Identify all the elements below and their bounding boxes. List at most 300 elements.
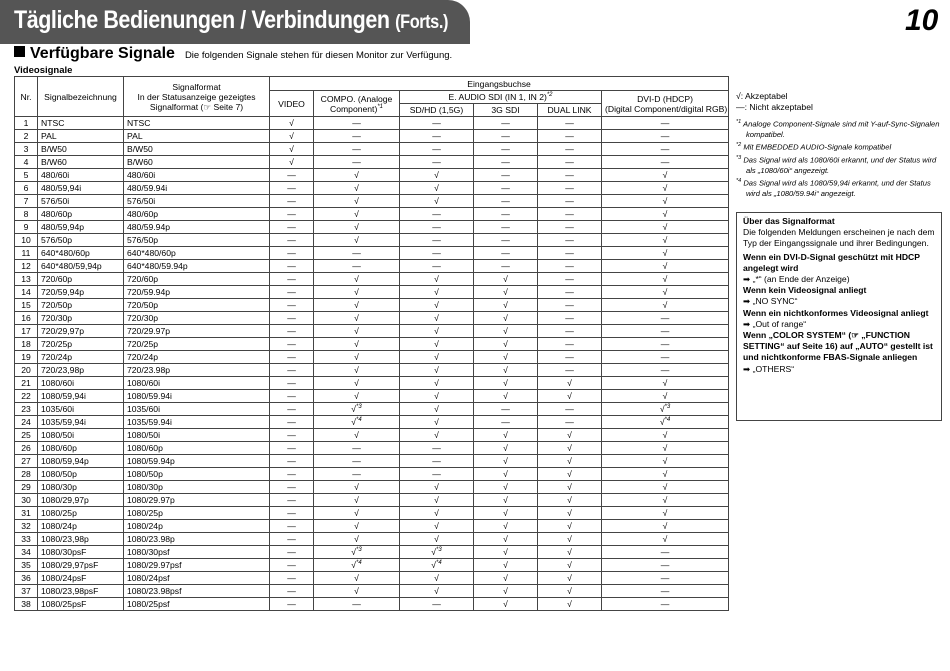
cell-signal-name: 1080/29,97p: [38, 494, 124, 507]
cell-dvi: √: [602, 390, 729, 403]
cell-sdhd: √: [400, 273, 474, 286]
cell-dvi: —: [602, 312, 729, 325]
cell-sdhd: √: [400, 364, 474, 377]
cell-signal-name: 720/23,98p: [38, 364, 124, 377]
cell-3g-sdi: —: [474, 130, 538, 143]
cell-3g-sdi: √: [474, 338, 538, 351]
header-dual-link: DUAL LINK: [538, 104, 602, 117]
infobox-case-result: ➡ „Out of range“: [743, 318, 807, 329]
table-row: [15, 507, 729, 520]
cell-signal-format: NTSC: [124, 117, 270, 130]
cell-signal-name: 720/29,97p: [38, 325, 124, 338]
table-row: [15, 299, 729, 312]
cell-compo: √: [314, 429, 400, 442]
cell-compo: √: [314, 494, 400, 507]
cell-compo: √: [314, 520, 400, 533]
cell-signal-format: B/W60: [124, 156, 270, 169]
table-row: [15, 442, 729, 455]
title-main: Tägliche Bedienungen / Verbindungen: [14, 6, 390, 34]
cell-signal-name: 480/59,94p: [38, 221, 124, 234]
table-row: [15, 390, 729, 403]
cell-signal-name: 720/25p: [38, 338, 124, 351]
cell-signal-name: 1080/59,94p: [38, 455, 124, 468]
cell-signal-name: 480/59,94i: [38, 182, 124, 195]
cell-signal-format: 1035/59.94i: [124, 416, 270, 429]
cell-dual-link: —: [538, 247, 602, 260]
cell-nr: 28: [15, 468, 38, 481]
cell-signal-format: 640*480/60p: [124, 247, 270, 260]
cell-3g-sdi: —: [474, 416, 538, 429]
cell-signal-name: 1080/60p: [38, 442, 124, 455]
cell-video: —: [270, 325, 314, 338]
cell-dual-link: —: [538, 117, 602, 130]
cell-compo: √: [314, 182, 400, 195]
cell-dvi: √: [602, 273, 729, 286]
cell-dvi: √: [602, 286, 729, 299]
cell-compo: √: [314, 507, 400, 520]
cell-signal-name: 720/60p: [38, 273, 124, 286]
cell-sdhd: √$^{*3}$: [400, 546, 474, 559]
cell-sdhd: —: [400, 260, 474, 273]
footnote-mark: *4: [664, 417, 671, 424]
cell-dvi: —: [602, 338, 729, 351]
cell-sdhd: —: [400, 208, 474, 221]
cell-dvi: —: [602, 117, 729, 130]
cell-compo: —: [314, 260, 400, 273]
cell-signal-format: 720/60p: [124, 273, 270, 286]
cell-dual-link: √: [538, 559, 602, 572]
cell-signal-format: 720/24p: [124, 351, 270, 364]
cell-3g-sdi: √: [474, 429, 538, 442]
header-compo-line: COMPO. (Analoge: [320, 93, 393, 104]
footnote-mark: *4: [356, 417, 362, 424]
cell-dual-link: —: [538, 416, 602, 429]
header-format-line: Signalformat (☞ Seite 7): [149, 101, 244, 112]
cell-nr: 35: [15, 559, 38, 572]
cell-3g-sdi: √: [474, 273, 538, 286]
cell-video: —: [270, 299, 314, 312]
cell-3g-sdi: √: [474, 585, 538, 598]
table-row: [15, 403, 729, 416]
cell-signal-name: 1035/60i: [38, 403, 124, 416]
table-row: [15, 377, 729, 390]
cell-video: —: [270, 364, 314, 377]
table-row: [15, 468, 729, 481]
cell-3g-sdi: —: [474, 182, 538, 195]
cell-compo: √: [314, 312, 400, 325]
cell-compo: √: [314, 481, 400, 494]
cell-nr: 8: [15, 208, 38, 221]
cell-nr: 21: [15, 377, 38, 390]
table-row: [15, 585, 729, 598]
cell-dual-link: —: [538, 286, 602, 299]
cell-dvi: —: [602, 572, 729, 585]
cell-compo: √: [314, 299, 400, 312]
cell-sdhd: √: [400, 182, 474, 195]
cell-dvi: —: [602, 364, 729, 377]
cell-dvi: —: [602, 546, 729, 559]
cell-signal-name: 576/50p: [38, 234, 124, 247]
cell-3g-sdi: √: [474, 325, 538, 338]
table-row: [15, 130, 729, 143]
cell-signal-name: 1080/50i: [38, 429, 124, 442]
cell-dual-link: —: [538, 156, 602, 169]
cell-3g-sdi: —: [474, 260, 538, 273]
cell-nr: 22: [15, 390, 38, 403]
cell-dual-link: √: [538, 455, 602, 468]
cell-video: —: [270, 572, 314, 585]
signal-format-info-box: [736, 212, 942, 421]
cell-3g-sdi: —: [474, 156, 538, 169]
cell-dual-link: √: [538, 585, 602, 598]
cell-3g-sdi: —: [474, 208, 538, 221]
cell-dual-link: √: [538, 481, 602, 494]
cell-nr: 11: [15, 247, 38, 260]
cell-nr: 25: [15, 429, 38, 442]
cell-video: —: [270, 429, 314, 442]
cell-video: —: [270, 312, 314, 325]
cell-video: —: [270, 585, 314, 598]
footnotes: [736, 117, 941, 199]
table-row: [15, 247, 729, 260]
table-row: [15, 221, 729, 234]
cell-sdhd: √: [400, 195, 474, 208]
infobox-case-result: ➡ „NO SYNC“: [743, 296, 798, 307]
cell-3g-sdi: —: [474, 234, 538, 247]
cell-nr: 38: [15, 598, 38, 611]
cell-dual-link: —: [538, 221, 602, 234]
table-row: [15, 338, 729, 351]
cell-nr: 30: [15, 494, 38, 507]
table-row: [15, 286, 729, 299]
cell-compo: √$^{*4}$: [314, 416, 400, 429]
cell-compo: √: [314, 533, 400, 546]
cell-dual-link: √: [538, 494, 602, 507]
table-row: [15, 325, 729, 338]
header-format-line: Signalformat: [172, 81, 221, 92]
table-row: [15, 533, 729, 546]
cell-compo: √: [314, 390, 400, 403]
cell-signal-format: 1080/60i: [124, 377, 270, 390]
cell-dvi: √: [602, 455, 729, 468]
cell-video: —: [270, 221, 314, 234]
cell-dual-link: √: [538, 546, 602, 559]
cell-dvi: —: [602, 143, 729, 156]
cell-3g-sdi: √: [474, 494, 538, 507]
footnote-mark: *3: [664, 404, 671, 411]
cell-3g-sdi: √: [474, 351, 538, 364]
cell-sdhd: √: [400, 585, 474, 598]
section-heading: Verfügbare Signale: [30, 45, 175, 62]
table-row: [15, 364, 729, 377]
header-input-group: Eingangsbuchse: [270, 77, 729, 91]
table-row: [15, 234, 729, 247]
cell-nr: 1: [15, 117, 38, 130]
cell-dvi: √$^{*4}$: [602, 416, 729, 429]
table-row: [15, 260, 729, 273]
cell-nr: 19: [15, 351, 38, 364]
cell-signal-name: 1080/24psF: [38, 572, 124, 585]
cell-dvi: √: [602, 494, 729, 507]
cell-signal-name: 1080/24p: [38, 520, 124, 533]
cell-nr: 20: [15, 364, 38, 377]
cell-sdhd: √: [400, 325, 474, 338]
cell-dvi: —: [602, 598, 729, 611]
table-row: [15, 169, 729, 182]
cell-dual-link: —: [538, 364, 602, 377]
cell-signal-format: 1080/24psf: [124, 572, 270, 585]
header-signal-name: Signalbezeichnung: [38, 77, 124, 117]
cell-sdhd: √: [400, 494, 474, 507]
table-row: [15, 182, 729, 195]
cell-nr: 10: [15, 234, 38, 247]
cell-signal-format: 640*480/59.94p: [124, 260, 270, 273]
title-bar: [0, 0, 470, 44]
cell-video: —: [270, 416, 314, 429]
cell-video: —: [270, 273, 314, 286]
cell-video: —: [270, 195, 314, 208]
legend-not-accept: —: Nicht akzeptabel: [736, 102, 813, 112]
cell-video: —: [270, 260, 314, 273]
table-row: [15, 143, 729, 156]
cell-dvi: √: [602, 182, 729, 195]
cell-video: —: [270, 598, 314, 611]
cell-nr: 33: [15, 533, 38, 546]
cell-3g-sdi: —: [474, 403, 538, 416]
cell-dual-link: —: [538, 143, 602, 156]
header-dvi-line: DVI-D (HDCP): [637, 93, 693, 104]
cell-compo: —: [314, 247, 400, 260]
cell-video: —: [270, 442, 314, 455]
cell-nr: 37: [15, 585, 38, 598]
cell-3g-sdi: —: [474, 221, 538, 234]
cell-sdhd: √: [400, 481, 474, 494]
cell-compo: —: [314, 156, 400, 169]
table-row: [15, 429, 729, 442]
cell-sdhd: √: [400, 533, 474, 546]
cell-sdhd: √: [400, 390, 474, 403]
cell-compo: —: [314, 455, 400, 468]
legend: [736, 91, 813, 113]
cell-compo: √: [314, 351, 400, 364]
cell-signal-format: 1080/29.97p: [124, 494, 270, 507]
infobox-case-result: ➡ „*“ (an Ende der Anzeige): [743, 274, 850, 285]
cell-compo: √$^{*4}$: [314, 559, 400, 572]
cell-sdhd: √: [400, 403, 474, 416]
title-suffix: (Forts.): [395, 12, 448, 33]
cell-signal-name: 576/50i: [38, 195, 124, 208]
cell-sdhd: —: [400, 442, 474, 455]
cell-video: —: [270, 481, 314, 494]
cell-dual-link: √: [538, 377, 602, 390]
cell-dvi: √: [602, 260, 729, 273]
cell-dual-link: √: [538, 442, 602, 455]
cell-compo: —: [314, 468, 400, 481]
cell-3g-sdi: —: [474, 247, 538, 260]
cell-video: —: [270, 338, 314, 351]
cell-nr: 13: [15, 273, 38, 286]
cell-dual-link: √: [538, 520, 602, 533]
cell-signal-format: 1080/23.98p: [124, 533, 270, 546]
cell-signal-format: 720/29.97p: [124, 325, 270, 338]
cell-signal-name: 1080/30psF: [38, 546, 124, 559]
cell-signal-name: 640*480/59,94p: [38, 260, 124, 273]
header-sdi-label: E. AUDIO SDI (IN 1, IN 2): [448, 92, 547, 102]
cell-dvi: √: [602, 377, 729, 390]
cell-signal-format: 720/23.98p: [124, 364, 270, 377]
cell-signal-format: 720/59.94p: [124, 286, 270, 299]
cell-dual-link: —: [538, 195, 602, 208]
footnote-mark: *4: [356, 560, 362, 567]
cell-dvi: —: [602, 559, 729, 572]
cell-nr: 15: [15, 299, 38, 312]
cell-sdhd: √$^{*4}$: [400, 559, 474, 572]
cell-video: —: [270, 169, 314, 182]
cell-dual-link: —: [538, 299, 602, 312]
cell-signal-name: 1080/25psF: [38, 598, 124, 611]
cell-nr: 14: [15, 286, 38, 299]
header-sdhd: SD/HD (1,5G): [400, 104, 474, 117]
cell-video: —: [270, 507, 314, 520]
cell-signal-format: 576/50i: [124, 195, 270, 208]
cell-dvi: —: [602, 351, 729, 364]
cell-video: —: [270, 182, 314, 195]
cell-dual-link: —: [538, 208, 602, 221]
cell-dual-link: —: [538, 351, 602, 364]
square-bullet-icon: [14, 46, 25, 57]
cell-signal-name: 1035/59,94i: [38, 416, 124, 429]
cell-3g-sdi: √: [474, 598, 538, 611]
cell-dual-link: √: [538, 533, 602, 546]
cell-dvi: √: [602, 429, 729, 442]
cell-compo: —: [314, 442, 400, 455]
cell-video: √: [270, 130, 314, 143]
cell-compo: √: [314, 572, 400, 585]
header-3g-sdi: 3G SDI: [474, 104, 538, 117]
cell-signal-name: 1080/23,98psF: [38, 585, 124, 598]
cell-dvi: √: [602, 507, 729, 520]
cell-sdhd: —: [400, 598, 474, 611]
cell-sdhd: √: [400, 507, 474, 520]
table-row: [15, 351, 729, 364]
cell-dvi: √: [602, 481, 729, 494]
cell-nr: 29: [15, 481, 38, 494]
section-description: Die folgenden Signale stehen für diesen Monitor zur Verfügung.: [184, 50, 453, 61]
cell-3g-sdi: √: [474, 572, 538, 585]
cell-sdhd: —: [400, 455, 474, 468]
cell-signal-name: 720/50p: [38, 299, 124, 312]
table-row: [15, 559, 729, 572]
cell-dual-link: —: [538, 403, 602, 416]
cell-video: —: [270, 403, 314, 416]
cell-signal-format: 1080/59.94i: [124, 390, 270, 403]
footnote: [736, 153, 941, 176]
footnote-mark: *3: [356, 547, 362, 554]
cell-signal-name: B/W50: [38, 143, 124, 156]
table-row: [15, 416, 729, 429]
cell-compo: √: [314, 585, 400, 598]
footnote-mark: *1: [736, 119, 742, 125]
header-video: VIDEO: [270, 91, 314, 117]
cell-nr: 17: [15, 325, 38, 338]
cell-compo: —: [314, 117, 400, 130]
cell-dual-link: —: [538, 260, 602, 273]
infobox-case-condition: Wenn ein nichtkonformes Videosignal anliegt: [743, 307, 929, 318]
cell-compo: √: [314, 377, 400, 390]
cell-signal-name: 720/24p: [38, 351, 124, 364]
cell-sdhd: √: [400, 299, 474, 312]
cell-signal-format: 1080/59.94p: [124, 455, 270, 468]
page-title: [14, 6, 448, 35]
cell-dual-link: √: [538, 507, 602, 520]
cell-sdhd: √: [400, 416, 474, 429]
cell-video: —: [270, 351, 314, 364]
cell-3g-sdi: √: [474, 559, 538, 572]
cell-nr: 36: [15, 572, 38, 585]
cell-signal-name: 1080/25p: [38, 507, 124, 520]
cell-video: —: [270, 208, 314, 221]
table-row: [15, 195, 729, 208]
cell-nr: 6: [15, 182, 38, 195]
cell-dvi: √: [602, 247, 729, 260]
cell-dvi: √: [602, 195, 729, 208]
cell-3g-sdi: √: [474, 533, 538, 546]
cell-nr: 34: [15, 546, 38, 559]
cell-video: √: [270, 143, 314, 156]
cell-nr: 23: [15, 403, 38, 416]
cell-compo: —: [314, 598, 400, 611]
cell-3g-sdi: √: [474, 286, 538, 299]
cell-sdhd: √: [400, 429, 474, 442]
cell-signal-name: 1080/29,97psF: [38, 559, 124, 572]
cell-3g-sdi: √: [474, 481, 538, 494]
cell-dual-link: √: [538, 598, 602, 611]
footnote: [736, 140, 941, 153]
cell-dvi: √: [602, 533, 729, 546]
cell-3g-sdi: —: [474, 143, 538, 156]
cell-video: —: [270, 377, 314, 390]
cell-dual-link: √: [538, 572, 602, 585]
cell-3g-sdi: √: [474, 442, 538, 455]
cell-sdhd: √: [400, 312, 474, 325]
infobox-case-result: ➡ „OTHERS“: [743, 363, 795, 374]
footnote-mark: *3: [356, 404, 362, 411]
cell-nr: 2: [15, 130, 38, 143]
cell-signal-name: 1080/60i: [38, 377, 124, 390]
cell-compo: √: [314, 338, 400, 351]
cell-video: —: [270, 390, 314, 403]
cell-dual-link: —: [538, 182, 602, 195]
cell-compo: —: [314, 130, 400, 143]
cell-3g-sdi: √: [474, 546, 538, 559]
cell-nr: 32: [15, 520, 38, 533]
header-sdi-group: [400, 91, 602, 104]
cell-dvi: —: [602, 325, 729, 338]
cell-signal-name: 480/60i: [38, 169, 124, 182]
cell-compo: √: [314, 221, 400, 234]
cell-3g-sdi: —: [474, 195, 538, 208]
header-signal-format: [124, 77, 270, 117]
cell-signal-name: 1080/59,94i: [38, 390, 124, 403]
cell-nr: 12: [15, 260, 38, 273]
footnote-mark: *3: [736, 154, 742, 161]
cell-3g-sdi: —: [474, 169, 538, 182]
cell-dvi: —: [602, 130, 729, 143]
infobox-case-condition: Wenn kein Videosignal anliegt: [743, 285, 867, 296]
cell-3g-sdi: √: [474, 364, 538, 377]
section-header: [14, 45, 452, 63]
cell-sdhd: —: [400, 468, 474, 481]
